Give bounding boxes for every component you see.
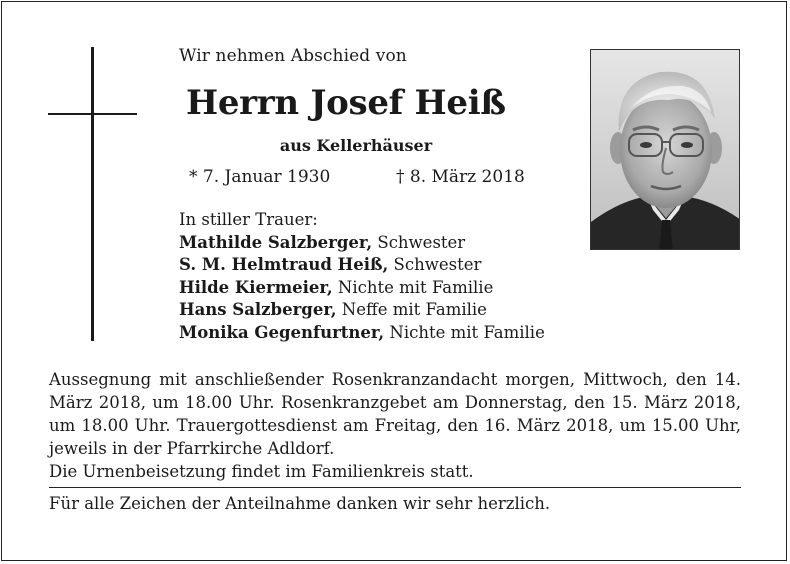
- mourners-list: [179, 209, 545, 345]
- mourner-row: [179, 299, 545, 322]
- death-date: † 8. März 2018: [396, 167, 525, 187]
- mourner-name: Mathilde Salzberger,: [179, 232, 373, 252]
- birth-date: * 7. Januar 1930: [189, 167, 331, 187]
- mourner-name: S. M. Helmtraud Heiß,: [179, 255, 389, 275]
- mourner-relation: Schwester: [388, 255, 482, 275]
- mourner-relation: Nichte mit Familie: [332, 277, 494, 297]
- intro-text: Wir nehmen Abschied von: [179, 46, 407, 66]
- cross-icon-bar: [48, 113, 137, 115]
- cross-icon: [91, 47, 94, 341]
- mourner-name: Hans Salzberger,: [179, 300, 337, 320]
- mourners-heading: In stiller Trauer:: [179, 210, 318, 229]
- portrait-photo: [590, 49, 740, 250]
- mourner-row: [179, 322, 545, 345]
- ceremony-text: Aussegnung mit anschließender Rosenkranzandacht morgen, Mittwoch, den 14. März 2018, um 18.00 Uhr. Rosenkranzgebet am Donnerstag, den 15. März 2018, um 18.00 Uhr. Trauergottesdienst am Freitag, den 16. März 2018, um 15.00 Uhr, jeweils in der Pfarrkirche Adldorf.: [49, 370, 741, 458]
- ceremony-details: [49, 368, 741, 483]
- divider: [49, 487, 741, 488]
- mourner-row: [179, 254, 545, 277]
- mourner-relation: Schwester: [372, 232, 466, 252]
- thanks-text: Für alle Zeichen der Anteilnahme danken wir sehr herzlich.: [49, 494, 551, 513]
- mourner-row: [179, 232, 545, 255]
- urn-burial-text: Die Urnenbeisetzung findet im Familienkreis statt.: [49, 462, 474, 481]
- mourner-row: [179, 277, 545, 300]
- mourner-name: Monika Gegenfurtner,: [179, 322, 385, 342]
- origin-text: aus Kellerhäuser: [279, 136, 433, 155]
- mourner-relation: Neffe mit Familie: [336, 300, 487, 320]
- deceased-name: Herrn Josef Heiß: [186, 83, 506, 123]
- mourner-relation: Nichte mit Familie: [384, 322, 545, 342]
- mourner-name: Hilde Kiermeier,: [179, 277, 333, 297]
